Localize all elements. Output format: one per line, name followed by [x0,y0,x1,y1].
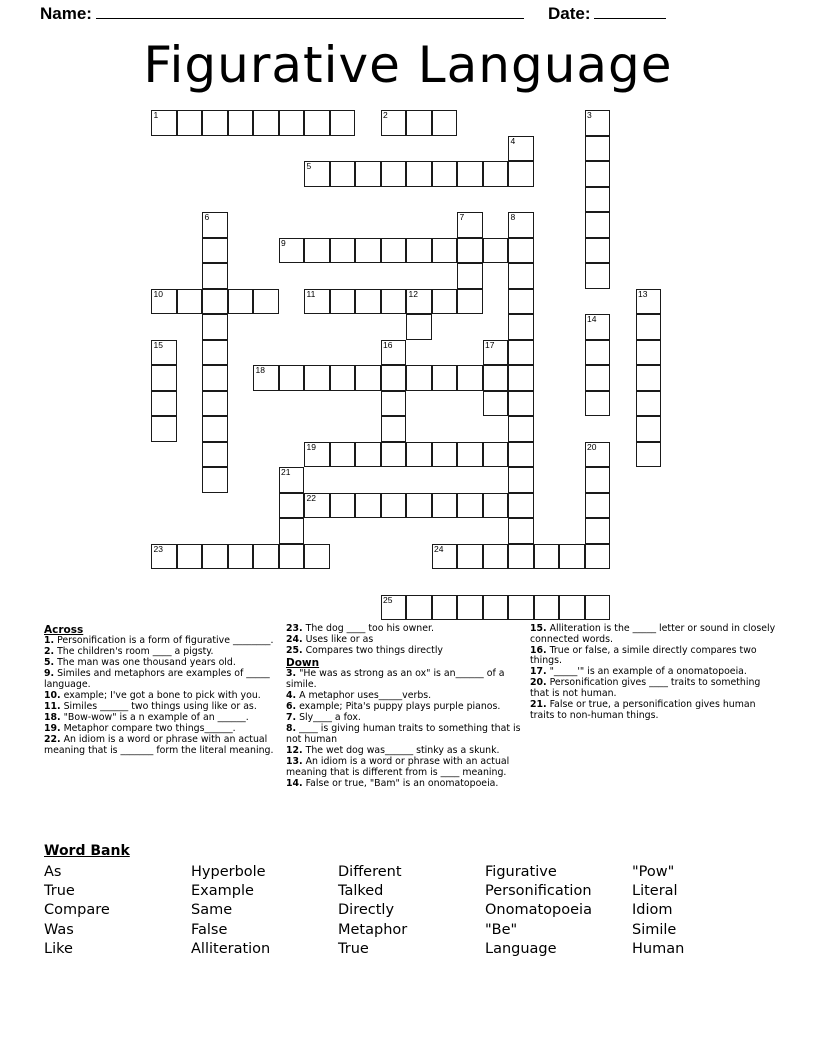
crossword-cell[interactable] [381,340,407,366]
crossword-cell[interactable] [253,544,279,570]
crossword-cell[interactable] [508,238,534,264]
word-bank-word: Was [44,921,74,938]
crossword-cell[interactable] [559,544,585,570]
crossword-cell[interactable] [432,493,458,519]
crossword-cell[interactable] [636,416,662,442]
word-bank-word: Compare [44,902,110,919]
crossword-cell[interactable] [355,493,381,519]
crossword-cell[interactable] [381,391,407,417]
crossword-cell[interactable] [381,365,407,391]
word-bank-word: Figurative [485,864,557,880]
clue-down-4: 4. A metaphor uses_____verbs. [286,689,432,701]
crossword-cell[interactable] [151,391,177,417]
clue-number: 15. [530,623,547,634]
crossword-cell[interactable] [585,110,611,136]
crossword-cell[interactable] [585,391,611,417]
word-bank-grid [44,863,784,959]
crossword-cell[interactable] [432,595,458,621]
crossword-cell[interactable] [457,263,483,289]
crossword-cell[interactable] [253,365,279,391]
crossword-cell[interactable] [585,595,611,621]
clue-down-13: 13. An idiom is a word or phrase with an actual meaning that is different from is ____ meaning. [286,756,510,778]
crossword-cell[interactable] [202,391,228,417]
word-bank-word: Idiom [632,902,673,919]
crossword-cell[interactable] [355,365,381,391]
crossword-cell[interactable] [304,110,330,136]
crossword-cell[interactable] [585,263,611,289]
crossword-cell[interactable] [151,416,177,442]
crossword-cell[interactable] [406,314,432,340]
crossword-cell[interactable] [279,544,305,570]
crossword-cell[interactable] [355,161,381,187]
clue-across-5: 5. The man was one thousand years old. [44,657,236,669]
crossword-cell[interactable] [279,518,305,544]
crossword-cell[interactable] [151,110,177,136]
cell-number: 9 [281,237,286,248]
crossword-cell[interactable] [432,442,458,468]
crossword-cell[interactable] [483,595,509,621]
word-bank-title: Word Bank [44,843,130,859]
crossword-cell[interactable] [304,365,330,391]
cell-number: 14 [587,314,597,324]
crossword-cell[interactable] [508,136,534,162]
clue-down-7: 7. Sly____ a fox. [286,712,361,724]
crossword-cell[interactable] [406,110,432,136]
crossword-cell[interactable] [330,365,356,391]
clue-number: 2. [44,646,55,658]
clue-number: 20. [530,677,547,689]
crossword-cell[interactable] [202,263,228,289]
clue-number: 8. [286,723,297,735]
crossword-cell[interactable] [534,595,560,621]
clue-number: 1. [44,635,55,646]
crossword-cell[interactable] [151,340,177,366]
cell-number: 21 [281,467,291,477]
clue-number: 17. [530,666,547,678]
crossword-cell[interactable] [508,416,534,442]
across-clue-list-1 [44,636,284,757]
crossword-cell[interactable] [508,518,534,544]
crossword-cell[interactable] [381,161,407,187]
clue-down-15: 15. Alliteration is the _____ letter or sound in closely connected words. [530,623,776,645]
word-bank-word: Literal [632,883,678,900]
word-bank-word: "Be" [485,921,518,938]
cell-number: 10 [153,288,163,299]
crossword-cell[interactable] [279,238,305,264]
crossword-cell[interactable] [202,467,228,493]
crossword-cell[interactable] [228,289,254,315]
crossword-cell[interactable] [636,365,662,391]
crossword-cell[interactable] [636,289,662,315]
crossword-cell[interactable] [585,314,611,340]
crossword-cell[interactable] [559,595,585,621]
crossword-cell[interactable] [457,161,483,187]
clue-across-18: 18. "Bow-wow" is a n example of an ______. [44,712,249,724]
word-bank-word: Language [485,940,557,957]
cell-number: 7 [459,212,465,222]
cell-number: 18 [255,365,265,375]
crossword-cell[interactable] [304,544,330,570]
crossword-cell[interactable] [228,110,254,136]
crossword-cell[interactable] [432,238,458,264]
crossword-cell[interactable] [483,493,509,519]
crossword-cell[interactable] [202,442,228,468]
crossword-cell[interactable] [151,289,177,315]
crossword-cell[interactable] [406,595,432,621]
crossword-cell[interactable] [508,467,534,493]
crossword-cell[interactable] [432,544,458,570]
crossword-cell[interactable] [330,161,356,187]
crossword-cell[interactable] [381,238,407,264]
clue-across-25: 25. Compares two things directly [286,645,443,657]
word-bank-word: Simile [632,921,677,938]
word-bank [44,843,784,959]
crossword-cell[interactable] [457,442,483,468]
date-label: Date: [547,4,591,23]
crossword-cell[interactable] [177,110,203,136]
cell-number: 22 [306,492,316,503]
crossword-cell[interactable] [381,595,407,621]
crossword-cell[interactable] [202,314,228,340]
cell-number: 12 [408,288,418,299]
clue-down-14: 14. False or true, "Bam" is an onomatopoeia. [286,777,499,789]
crossword-cell[interactable] [457,212,483,238]
cell-number: 23 [153,543,163,554]
word-bank-word: Alliteration [191,940,271,957]
crossword-cell[interactable] [585,493,611,519]
crossword-cell[interactable] [508,340,534,366]
crossword-cell[interactable] [508,595,534,621]
crossword-cell[interactable] [406,289,432,315]
clue-across-9: 9. Similes and metaphors are examples of _____ language. [44,668,270,690]
cell-number: 4 [510,135,516,146]
crossword-cell[interactable] [483,544,509,570]
cell-number: 15 [153,339,163,350]
crossword-cell[interactable] [636,340,662,366]
word-bank-word: Like [44,940,73,957]
crossword-cell[interactable] [508,391,534,417]
crossword-cell[interactable] [508,365,534,391]
crossword-cell[interactable] [177,289,203,315]
cell-number: 19 [306,441,316,452]
word-bank-word: Talked [338,883,384,900]
crossword-cell[interactable] [483,442,509,468]
word-bank-column-2 [191,863,338,959]
crossword-cell[interactable] [483,391,509,417]
crossword-cell[interactable] [151,544,177,570]
clue-down-8: 8. ____ is giving human traits to something that is not human [286,723,521,745]
crossword-cell[interactable] [432,161,458,187]
clue-number: 5. [44,657,55,669]
word-bank-word: False [191,921,228,938]
clue-number: 13. [286,756,303,768]
crossword-cell[interactable] [585,212,611,238]
clue-across-10: 10. example; I've got a bone to pick with you. [44,689,261,701]
word-bank-word: Same [191,902,233,919]
crossword-cell[interactable] [457,365,483,391]
cell-number: 6 [204,212,210,222]
clue-down-12: 12. The wet dog was______ stinky as a skunk. [286,744,500,756]
crossword-cell[interactable] [355,289,381,315]
across-clue-list-2 [286,624,522,657]
crossword-cell[interactable] [330,110,356,136]
cell-number: 11 [306,288,316,299]
page-title: Figurative Language [143,36,673,94]
crossword-cell[interactable] [304,442,330,468]
crossword-cell[interactable] [508,161,534,187]
clues-section [44,624,780,836]
crossword-cell[interactable] [457,238,483,264]
crossword-cell[interactable] [406,365,432,391]
clue-down-3: 3. "He was as strong as an ox" is an______ of a simile. [286,668,505,690]
crossword-cell[interactable] [202,289,228,315]
down-clue-list-2 [530,624,780,721]
crossword-cell[interactable] [330,289,356,315]
clue-number: 6. [286,701,297,713]
crossword-cell[interactable] [432,365,458,391]
word-bank-word: As [44,864,62,880]
crossword-cell[interactable] [585,365,611,391]
cell-number: 16 [383,339,393,350]
crossword-cell[interactable] [202,340,228,366]
clue-down-21: 21. False or true, a personification gives human traits to non-human things. [530,699,756,721]
clue-number: 18. [44,712,61,724]
word-bank-word: "Pow" [632,864,675,880]
down-heading: Down [286,657,320,670]
clue-down-6: 6. example; Pita's puppy plays purple pianos. [286,701,501,713]
clue-across-19: 19. Metaphor compare two things______. [44,723,236,735]
crossword-cell[interactable] [202,365,228,391]
crossword-cell[interactable] [355,442,381,468]
crossword-cell[interactable] [253,110,279,136]
crossword-cell[interactable] [304,161,330,187]
clue-across-24: 24. Uses like or as [286,634,374,646]
clue-number: 4. [286,689,297,701]
crossword-cell[interactable] [636,442,662,468]
crossword-cell[interactable] [381,493,407,519]
cell-number: 25 [383,594,393,605]
word-bank-word: Personification [485,883,592,900]
clue-down-17: 17. "_____'" is an example of a onomatopoeia. [530,666,747,678]
clues-column-2 [286,624,522,790]
crossword-cell[interactable] [381,416,407,442]
crossword-cell[interactable] [432,110,458,136]
crossword-cell[interactable] [151,365,177,391]
word-bank-column-3 [338,863,485,959]
name-label: Name: [40,4,92,23]
word-bank-word: True [338,940,369,957]
crossword-cell[interactable] [585,544,611,570]
crossword-cell[interactable] [508,442,534,468]
crossword-cell[interactable] [432,289,458,315]
crossword-cell[interactable] [508,314,534,340]
word-bank-word: Human [632,940,685,957]
crossword-cell[interactable] [202,110,228,136]
crossword-cell[interactable] [279,365,305,391]
word-bank-word: Onomatopoeia [485,902,592,919]
cell-number: 1 [153,110,159,120]
cell-number: 20 [587,441,597,452]
clue-across-22: 22. An idiom is a word or phrase with an actual meaning that is _______ form the literal meaning. [44,734,274,756]
clue-number: 14. [286,777,303,789]
clue-number: 23. [286,623,303,634]
crossword-cell[interactable] [406,161,432,187]
crossword-cell[interactable] [406,238,432,264]
cell-number: 24 [434,543,444,554]
crossword-cell[interactable] [457,595,483,621]
word-bank-word: Hyperbole [191,864,266,880]
clue-down-20: 20. Personification gives ____ traits to something that is not human. [530,677,761,700]
crossword-cell[interactable] [177,544,203,570]
crossword-cell[interactable] [279,467,305,493]
crossword-cell[interactable] [585,442,611,468]
crossword-cell[interactable] [457,544,483,570]
word-bank-column-5 [632,863,779,959]
crossword-cell[interactable] [508,544,534,570]
crossword-cell[interactable] [406,442,432,468]
clue-number: 24. [286,634,303,646]
word-bank-column-4 [485,863,632,959]
clue-across-1: 1. Personification is a form of figurative ________. [44,635,274,646]
word-bank-word: Metaphor [338,921,408,938]
cell-number: 3 [587,110,592,120]
clue-number: 19. [44,723,61,735]
clue-across-23: 23. The dog ____ too his owner. [286,623,434,634]
crossword-cell[interactable] [406,493,432,519]
clue-across-2: 2. The children's room ____ a pigsty. [44,646,214,658]
clues-column-3 [530,624,780,722]
crossword-cell[interactable] [508,289,534,315]
crossword-cell[interactable] [202,238,228,264]
clue-number: 10. [44,689,61,701]
clue-number: 16. [530,644,547,656]
word-bank-column-1 [44,863,191,959]
cell-number: 13 [638,288,648,299]
crossword-cell[interactable] [381,289,407,315]
crossword-cell[interactable] [202,416,228,442]
crossword-cell[interactable] [304,493,330,519]
down-clue-list-1 [286,669,522,789]
crossword-cell[interactable] [279,110,305,136]
crossword-cell[interactable] [483,238,509,264]
clue-number: 11. [44,701,61,713]
crossword-cell[interactable] [585,340,611,366]
crossword-cell[interactable] [585,187,611,213]
crossword-cell[interactable] [202,212,228,238]
crossword-cell[interactable] [585,161,611,187]
crossword-cell[interactable] [457,493,483,519]
word-bank-word: Example [191,883,254,900]
crossword-cell[interactable] [279,493,305,519]
crossword-cell[interactable] [483,161,509,187]
crossword-cell[interactable] [636,314,662,340]
cell-number: 2 [383,110,388,120]
clue-number: 12. [286,744,303,756]
clue-number: 3. [286,668,297,680]
cell-number: 17 [485,339,495,350]
crossword-cell[interactable] [585,136,611,162]
word-bank-word: Directly [338,902,395,919]
crossword-cell[interactable] [483,365,509,391]
across-heading: Across [44,624,84,636]
crossword-cell[interactable] [304,238,330,264]
crossword-cell[interactable] [508,493,534,519]
crossword-cell[interactable] [355,238,381,264]
clue-down-16: 16. True or false, a simile directly compares two things. [530,644,757,667]
clue-number: 21. [530,699,547,711]
crossword-cell[interactable] [585,518,611,544]
crossword-cell[interactable] [381,110,407,136]
crossword-cell[interactable] [534,544,560,570]
cell-number: 8 [510,212,516,222]
cell-number: 5 [306,161,312,171]
clue-number: 9. [44,668,55,680]
crossword-cell[interactable] [636,391,662,417]
crossword-cell[interactable] [381,442,407,468]
crossword-cell[interactable] [253,289,279,315]
clue-number: 22. [44,734,61,746]
word-bank-word: True [44,883,75,900]
crossword-cell[interactable] [585,238,611,264]
crossword-cell[interactable] [508,212,534,238]
crossword-cell[interactable] [457,289,483,315]
crossword-cell[interactable] [330,493,356,519]
crossword-cell[interactable] [330,238,356,264]
clue-number: 7. [286,712,297,724]
crossword-cell[interactable] [202,544,228,570]
clue-across-11: 11. Similes ______ two things using like or as. [44,701,257,713]
crossword-cell[interactable] [483,340,509,366]
crossword-cell[interactable] [228,544,254,570]
crossword-cell[interactable] [330,442,356,468]
word-bank-word: Different [338,864,402,880]
crossword-cell[interactable] [304,289,330,315]
clues-column-1 [44,624,284,757]
crossword-cell[interactable] [585,467,611,493]
crossword-cell[interactable] [508,263,534,289]
clue-number: 25. [286,645,303,657]
